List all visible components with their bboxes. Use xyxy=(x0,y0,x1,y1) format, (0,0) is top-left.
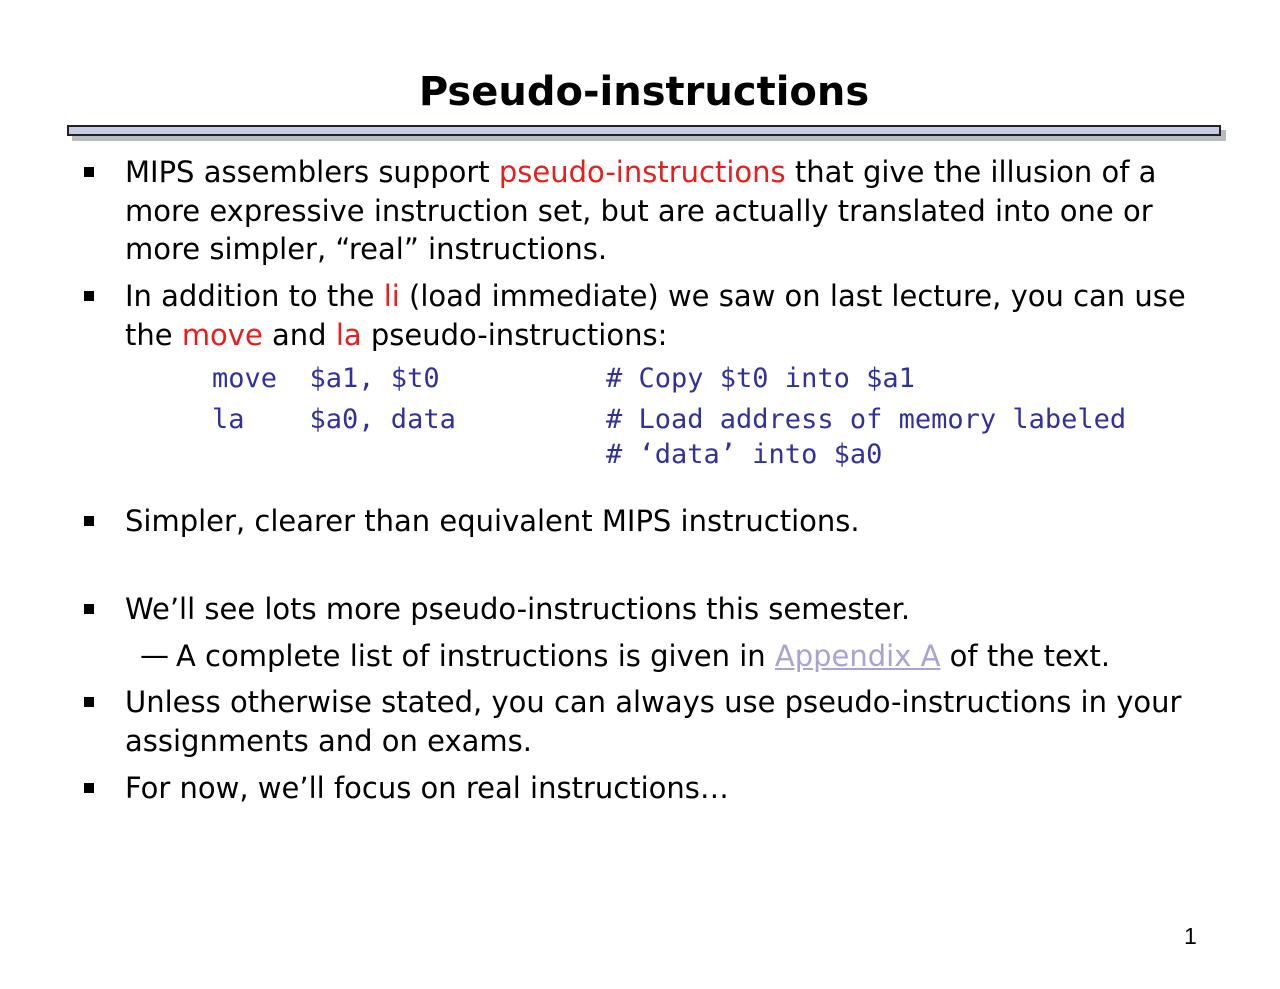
title-divider xyxy=(67,125,1221,136)
appendix-a-link[interactable]: Appendix A xyxy=(774,639,941,673)
bullet-text: and xyxy=(262,318,336,352)
bullet-marker xyxy=(84,604,94,614)
code-instruction-move: move $a1, $t0 xyxy=(212,363,440,394)
sub-bullet-text xyxy=(176,637,1110,676)
bullet-5-line-1: Unless otherwise stated, you can always use pseudo-instructions in your xyxy=(125,685,1182,719)
bullet-1-line-1 xyxy=(125,153,1156,192)
highlighted-term: la xyxy=(335,318,362,352)
highlighted-term: pseudo-instructions xyxy=(498,155,786,189)
bullet-text: that give the illusion of a xyxy=(785,155,1157,189)
highlighted-term: li xyxy=(383,279,400,313)
sub-bullet-dash: — xyxy=(140,638,169,672)
bullet-text: the xyxy=(125,318,182,352)
code-comment: # Load address of memory labeled xyxy=(606,404,1127,435)
highlighted-term: move xyxy=(181,318,263,352)
bullet-text: (load immediate) we saw on last lecture, you can use xyxy=(399,279,1186,313)
bullet-2-line-2 xyxy=(125,316,667,355)
code-comment: # Copy $t0 into $a1 xyxy=(606,363,915,394)
bullet-marker xyxy=(84,516,94,526)
bullet-6-text: For now, we’ll focus on real instructions… xyxy=(125,771,729,805)
bullet-text: pseudo-instructions: xyxy=(361,318,668,352)
bullet-text: In addition to the xyxy=(125,279,384,313)
bullet-marker xyxy=(84,167,94,177)
bullet-1-line-3: more simpler, “real” instructions. xyxy=(125,232,608,266)
bullet-text: MIPS assemblers support xyxy=(125,155,499,189)
page-number: 1 xyxy=(1184,923,1197,949)
bullet-4-text: We’ll see lots more pseudo-instructions this semester. xyxy=(125,592,911,626)
bullet-2-line-1 xyxy=(125,277,1186,316)
bullet-marker xyxy=(84,291,94,301)
bullet-text: of the text. xyxy=(940,639,1111,673)
slide-title: Pseudo-instructions xyxy=(418,69,870,115)
bullet-1-line-2: more expressive instruction set, but are actually translated into one or xyxy=(125,194,1153,228)
code-comment: # ‘data’ into $a0 xyxy=(606,439,883,470)
code-instruction-la: la $a0, data xyxy=(212,404,456,435)
bullet-marker xyxy=(84,783,94,793)
bullet-text: A complete list of instructions is given in xyxy=(176,639,775,673)
bullet-marker xyxy=(84,697,94,707)
bullet-5-line-2: assignments and on exams. xyxy=(125,724,532,758)
bullet-3-text: Simpler, clearer than equivalent MIPS instructions. xyxy=(125,504,860,538)
